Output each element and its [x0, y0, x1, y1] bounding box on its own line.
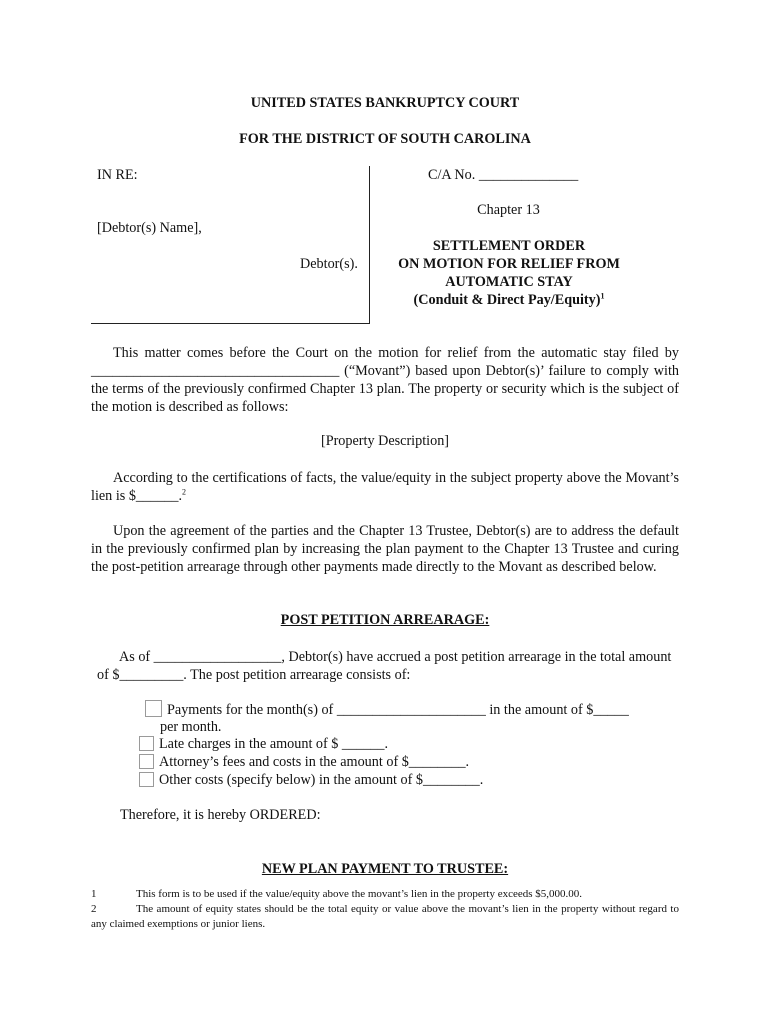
ordered-statement: Therefore, it is hereby ORDERED: — [120, 807, 321, 823]
footnote-2-number: 2 — [91, 903, 97, 915]
case-number: C/A No. ______________ — [428, 167, 579, 183]
arrearage-item-payments — [145, 700, 675, 719]
equity-text: According to the certifications of facts, the value/equity in the subject property above the Movant’s lien is $______. — [91, 470, 679, 504]
new-plan-heading: NEW PLAN PAYMENT TO TRUSTEE: — [261, 861, 509, 877]
order-title-line-4 — [370, 291, 648, 309]
district-title: FOR THE DISTRICT OF SOUTH CAROLINA — [239, 131, 531, 147]
payments-label: Payments for the month(s) of _____________________ in the amount of $_____ — [167, 702, 629, 718]
equity-paragraph — [91, 469, 679, 505]
motion-paragraph: This matter comes before the Court on the motion for relief from the automatic stay filed by ___________________________________ (“Movant”) based upon Debtor(s)’ failure to comply with the terms of the previously confirmed Chapter 13 plan. The property or security which is the subject of the motion is described as follows: — [91, 345, 679, 415]
footnote-1-text: This form is to be used if the value/equity above the movant’s lien in the property exceeds $5,000.00. — [136, 888, 583, 900]
debtor-name: [Debtor(s) Name], — [97, 220, 202, 236]
order-title-line-3: AUTOMATIC STAY — [445, 274, 573, 290]
arrearage-item-late-charges — [139, 736, 388, 753]
in-re-label: IN RE: — [97, 167, 138, 183]
chapter-label: Chapter 13 — [477, 202, 540, 218]
order-title-line-1: SETTLEMENT ORDER — [432, 238, 586, 254]
footnote-ref-1: 1 — [600, 291, 605, 301]
order-title — [370, 237, 648, 309]
payments-per-month: per month. — [160, 719, 222, 735]
late-charges-checkbox[interactable] — [139, 736, 154, 751]
payments-checkbox[interactable] — [145, 700, 162, 717]
court-title: UNITED STATES BANKRUPTCY COURT — [250, 95, 520, 111]
attorney-fees-label: Attorney’s fees and costs in the amount of $________. — [159, 754, 470, 770]
caption-horizontal-rule — [91, 323, 370, 324]
footnote-ref-2: 2 — [182, 487, 187, 497]
footnote-2 — [91, 902, 679, 931]
order-title-conduit: (Conduit & Direct Pay/Equity) — [413, 292, 601, 308]
late-charges-label: Late charges in the amount of $ ______. — [159, 736, 389, 752]
post-petition-intro: As of __________________, Debtor(s) have accrued a post petition arrearage in the total amount of $_________. The post petition arrearage consists of: — [97, 649, 672, 683]
arrearage-item-attorney-fees — [139, 754, 469, 771]
attorney-fees-checkbox[interactable] — [139, 754, 154, 769]
footnote-1-number: 1 — [91, 888, 97, 900]
footnote-1 — [91, 887, 679, 902]
debtors-label: Debtor(s). — [300, 256, 358, 272]
other-costs-label: Other costs (specify below) in the amount of $________. — [159, 772, 484, 788]
order-title-line-2: ON MOTION FOR RELIEF FROM — [398, 256, 620, 272]
arrearage-item-other-costs — [139, 772, 483, 789]
post-petition-heading: POST PETITION ARREARAGE: — [280, 612, 490, 628]
agreement-paragraph: Upon the agreement of the parties and the Chapter 13 Trustee, Debtor(s) are to address the default in the previously confirmed plan by increasing the plan payment to the Chapter 13 Trustee and curing the post-petition arrearage through other payments made directly to the Movant as described below. — [91, 523, 679, 575]
footnote-2-text: The amount of equity states should be the total equity or value above the movant’s lien in the property without regard to any claimed exemptions or junior liens. — [91, 903, 679, 930]
other-costs-checkbox[interactable] — [139, 772, 154, 787]
property-description: [Property Description] — [320, 433, 450, 449]
